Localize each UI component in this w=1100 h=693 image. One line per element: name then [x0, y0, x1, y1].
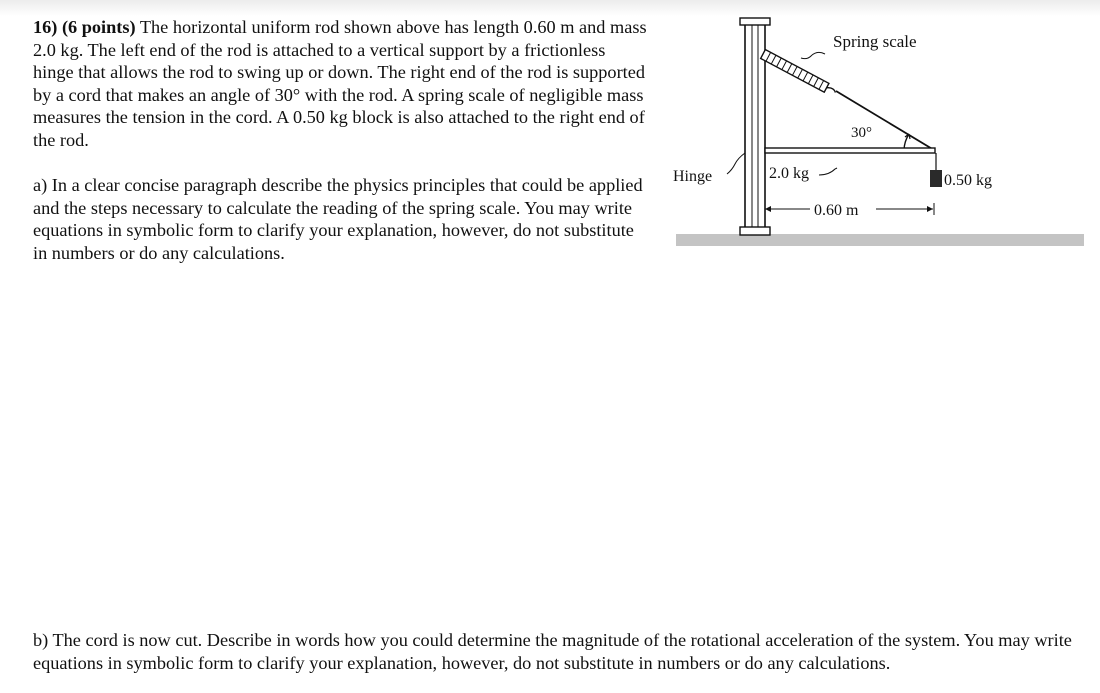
angle-label: 30°: [851, 125, 872, 141]
length-label: 0.60 m: [814, 202, 859, 219]
block-mass-label: 0.50 kg: [944, 172, 992, 189]
rod-mass-label: 2.0 kg: [769, 165, 809, 182]
support-base: [740, 227, 770, 235]
support-cap: [740, 18, 770, 25]
hinge-label: Hinge: [673, 168, 713, 185]
block: [930, 170, 942, 187]
part-b-prompt: b) The cord is now cut. Describe in words how you could determine the magnitude of the rotational acceleration of the system. You may write equations in symbolic form to clarify your explanation, however, do not substitute in numbers or do any calculations.: [33, 630, 1072, 673]
spring-scale-leader: [801, 52, 825, 58]
cord: [836, 91, 934, 150]
support-inner: [752, 24, 758, 229]
part-a-prompt: a) In a clear concise paragraph describe the physics principles that could be applied and the steps necessary to calculate the reading of the spring scale. You may write equations in symbolic form to clarify your explanation, however, do not substitute in numbers or do any calculations.: [33, 175, 643, 263]
length-arrow-right-icon: [927, 206, 933, 212]
question-body: The horizontal uniform rod shown above has length 0.60 m and mass 2.0 kg. The left end of the rod is attached to a vertical support by a frictionless hinge that allows the rod to swing up or down. The right end of the rod is supported by a cord that makes an angle of 30° with the rod. A spring scale of negligible mass measures the tension in the cord. A 0.50 kg block is also attached to the right end of the rod.: [33, 17, 647, 150]
spring-scale: [761, 50, 838, 97]
question-number: 16): [33, 17, 58, 37]
length-arrow-left-icon: [765, 206, 771, 212]
rod-mass-leader: [819, 168, 837, 175]
horizontal-rod: [765, 148, 935, 153]
hinge-leader: [727, 153, 745, 174]
question-points: (6 points): [61, 17, 136, 37]
ground: [676, 234, 1084, 246]
question-text: [33, 16, 648, 151]
rod-diagram: [668, 14, 1088, 254]
spring-scale-label: Spring scale: [833, 32, 917, 51]
